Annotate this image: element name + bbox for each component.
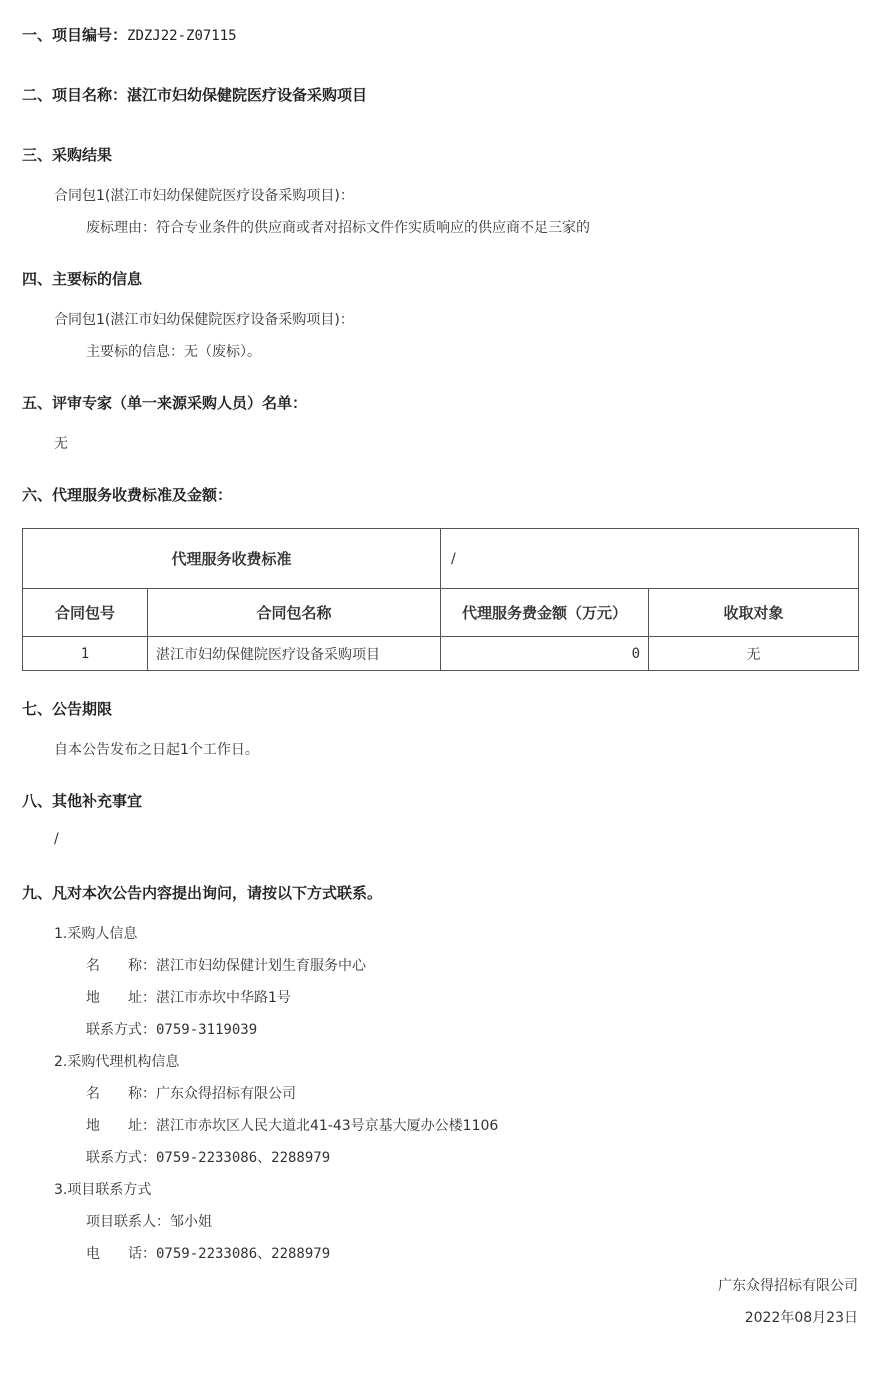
header-charge-target: 收取对象 [649,589,859,637]
buyer-info-title: 1.采购人信息 [54,926,138,942]
project-number-value: ZDZJ22-Z07115 [127,28,237,44]
section-supplement-title: 八、其他补充事宜 [22,792,143,810]
project-person: 邹小姐 [170,1214,212,1230]
subject-package: 合同包1(湛江市妇幼保健院医疗设备采购项目)： [54,312,354,328]
header-package-no: 合同包号 [23,589,148,637]
agency-contact: 0759-2233086、2288979 [156,1150,331,1166]
agency-info-title: 2.采购代理机构信息 [54,1054,180,1070]
table-row [23,637,859,671]
agency-contact-label: 联系方式： [86,1150,156,1166]
agency-address-line [86,1115,498,1135]
buyer-contact-line [86,1019,257,1039]
fee-standard-row [23,529,859,589]
agency-name-label: 名 称： [86,1086,156,1102]
project-person-line [86,1211,212,1231]
agency-contact-line [86,1147,330,1167]
section-procurement-result-title: 三、采购结果 [22,146,113,164]
project-name-value: 湛江市妇幼保健院医疗设备采购项目 [127,86,368,104]
project-phone-label: 电 话： [86,1246,156,1262]
buyer-name: 湛江市妇幼保健计划生育服务中心 [156,958,366,974]
buyer-contact: 0759-3119039 [156,1022,258,1038]
footer-date: 2022年08月23日 [744,1310,858,1326]
agency-name: 广东众得招标有限公司 [156,1086,296,1102]
result-package: 合同包1(湛江市妇幼保健院医疗设备采购项目)： [54,188,354,204]
fee-header-row [23,589,859,637]
cell-package-name: 湛江市妇幼保健院医疗设备采购项目 [148,637,441,671]
project-name-label: 二、项目名称： [22,86,128,104]
section-main-subject-title: 四、主要标的信息 [22,270,143,288]
fee-standard-value: / [441,529,859,589]
supplement-value: / [54,831,59,847]
buyer-address: 湛江市赤坎中华路1号 [156,990,291,1006]
header-package-name: 合同包名称 [148,589,441,637]
section-fee-title: 六、代理服务收费标准及金额： [22,486,233,504]
buyer-address-line [86,987,291,1007]
cell-package-no: 1 [23,637,148,671]
footer-company: 广东众得招标有限公司 [718,1278,858,1294]
buyer-address-label: 地 址： [86,990,156,1006]
project-contact-title: 3.项目联系方式 [54,1182,152,1198]
cell-charge-target: 无 [649,637,859,671]
result-reason: 废标理由：符合专业条件的供应商或者对招标文件作实质响应的供应商不足三家的 [86,220,590,236]
project-number-line [22,24,237,45]
section-contact-title: 九、凡对本次公告内容提出询问，请按以下方式联系。 [22,884,383,902]
buyer-name-line [86,955,366,975]
experts-value: 无 [54,436,68,452]
fee-standard-label: 代理服务收费标准 [23,529,441,589]
agency-address: 湛江市赤坎区人民大道北41-43号京基大厦办公楼1106 [156,1118,499,1134]
project-number-label: 一、项目编号： [22,26,128,44]
buyer-name-label: 名 称： [86,958,156,974]
period-value: 自本公告发布之日起1个工作日。 [54,742,259,758]
buyer-contact-label: 联系方式： [86,1022,156,1038]
agency-name-line [86,1083,296,1103]
section-period-title: 七、公告期限 [22,700,113,718]
project-name-line [22,84,367,105]
project-person-label: 项目联系人： [86,1214,170,1230]
agency-address-label: 地 址： [86,1118,156,1134]
section-experts-title: 五、评审专家（单一来源采购人员）名单： [22,394,308,412]
header-fee-amount: 代理服务费金额（万元） [441,589,649,637]
subject-info: 主要标的信息：无（废标）。 [86,344,261,360]
cell-fee-amount: 0 [441,637,649,671]
project-phone-line [86,1243,330,1263]
project-phone: 0759-2233086、2288979 [156,1246,331,1262]
fee-table [22,528,859,671]
